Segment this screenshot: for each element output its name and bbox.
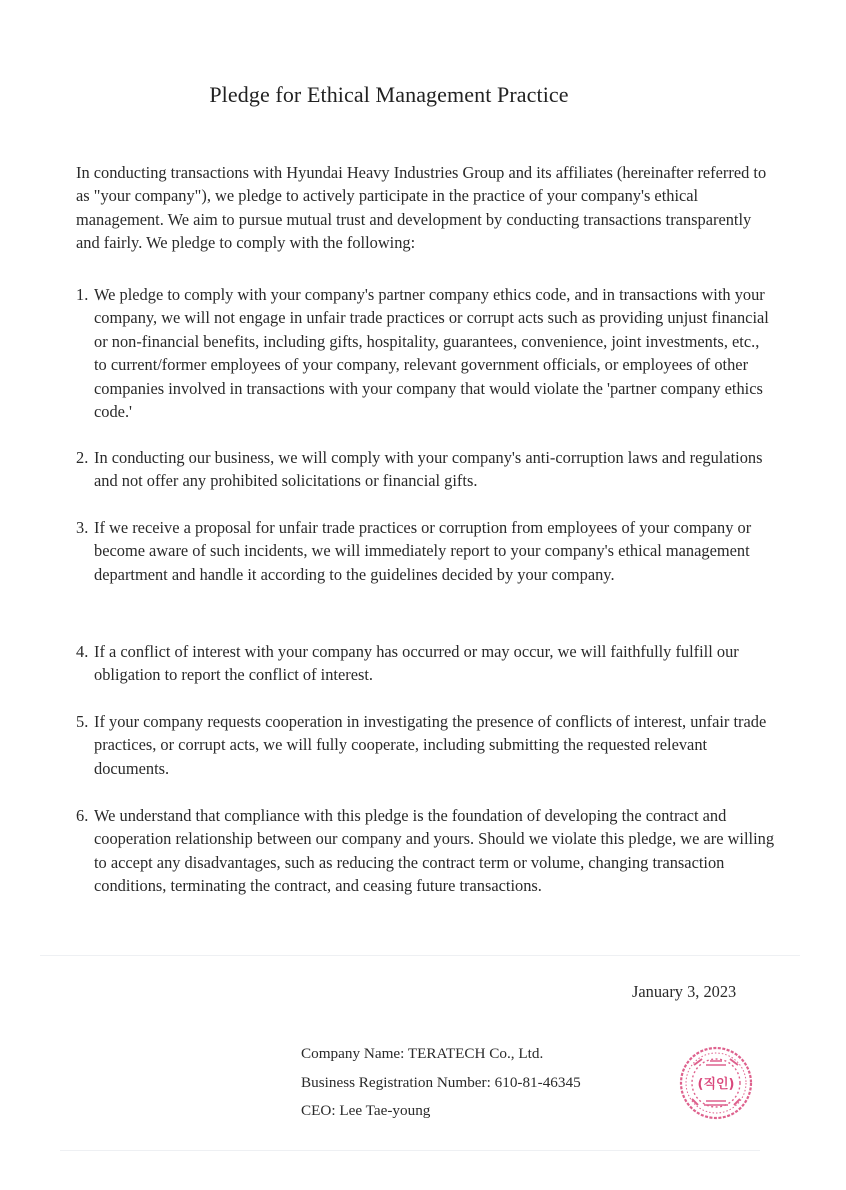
seal-label: (직인) — [697, 1077, 735, 1092]
item-text: If a conflict of interest with your company has occurred or may occur, we will faithfully fulfill our obligation to report the conflict of interest. — [94, 642, 739, 685]
pledge-item — [76, 710, 776, 804]
item-text: We understand that compliance with this pledge is the foundation of developing the contract and cooperation relationship between our company and yours. Should we violate this pledge, we are willing to accept any disadvantages, such as reducing the contract term or volume, changing transaction conditions, terminating the contract, and ceasing future transactions. — [94, 806, 775, 896]
pledge-item — [76, 640, 776, 710]
pledge-items — [76, 283, 776, 898]
item-number: 5. — [76, 712, 89, 731]
scan-artifact-line — [40, 955, 800, 956]
item-number: 3. — [76, 518, 89, 537]
item-text: In conducting our business, we will comply with your company's anti-corruption laws and regulations and not offer any prohibited solicitations or financial gifts. — [94, 448, 763, 491]
item-text: If your company requests cooperation in investigating the presence of conflicts of interest, unfair trade practices, or corrupt acts, we will fully cooperate, including submitting the requested relevant documents. — [94, 712, 767, 778]
company-seal-icon — [676, 1043, 756, 1123]
item-number: 1. — [76, 285, 89, 304]
pledge-item — [76, 283, 776, 446]
item-number: 4. — [76, 642, 89, 661]
pledge-date: January 3, 2023 — [632, 982, 737, 1001]
business-registration-number: Business Registration Number: 610-81-46345 — [301, 1073, 581, 1091]
scan-artifact-line — [60, 1150, 760, 1151]
item-text: If we receive a proposal for unfair trade practices or corruption from employees of your company or become aware of such incidents, we will immediately report to your company's ethical management department and handle it according to the guidelines decided by your company. — [94, 518, 752, 584]
pledge-item — [76, 446, 776, 516]
document-title: Pledge for Ethical Management Practice — [209, 82, 569, 107]
item-text: We pledge to comply with your company's partner company ethics code, and in transactions with your company, we will not engage in unfair trade practices or corrupt acts such as providing unjust financial or non-financial benefits, including gifts, hospitality, guarantees, convenience, joint investments, etc., to current/former employees of your company, relevant government officials, or employees of other companies involved in transactions with your company that would violate the 'partner company ethics code.' — [94, 285, 769, 422]
pledge-item — [76, 804, 776, 898]
ceo-name: CEO: Lee Tae-young — [301, 1102, 431, 1119]
item-number: 2. — [76, 448, 89, 467]
intro-paragraph: In conducting transactions with Hyundai Heavy Industries Group and its affiliates (hereinafter referred to as "your company"), we pledge to actively participate in the practice of your company's ethical management. We aim to pursue mutual trust and development by conducting transactions transparently and fairly. We pledge to comply with the following: — [76, 163, 767, 253]
pledge-item — [76, 516, 776, 640]
item-number: 6. — [76, 806, 89, 825]
company-name: Company Name: TERATECH Co., Ltd. — [301, 1045, 544, 1062]
signature-block — [301, 1040, 581, 1126]
